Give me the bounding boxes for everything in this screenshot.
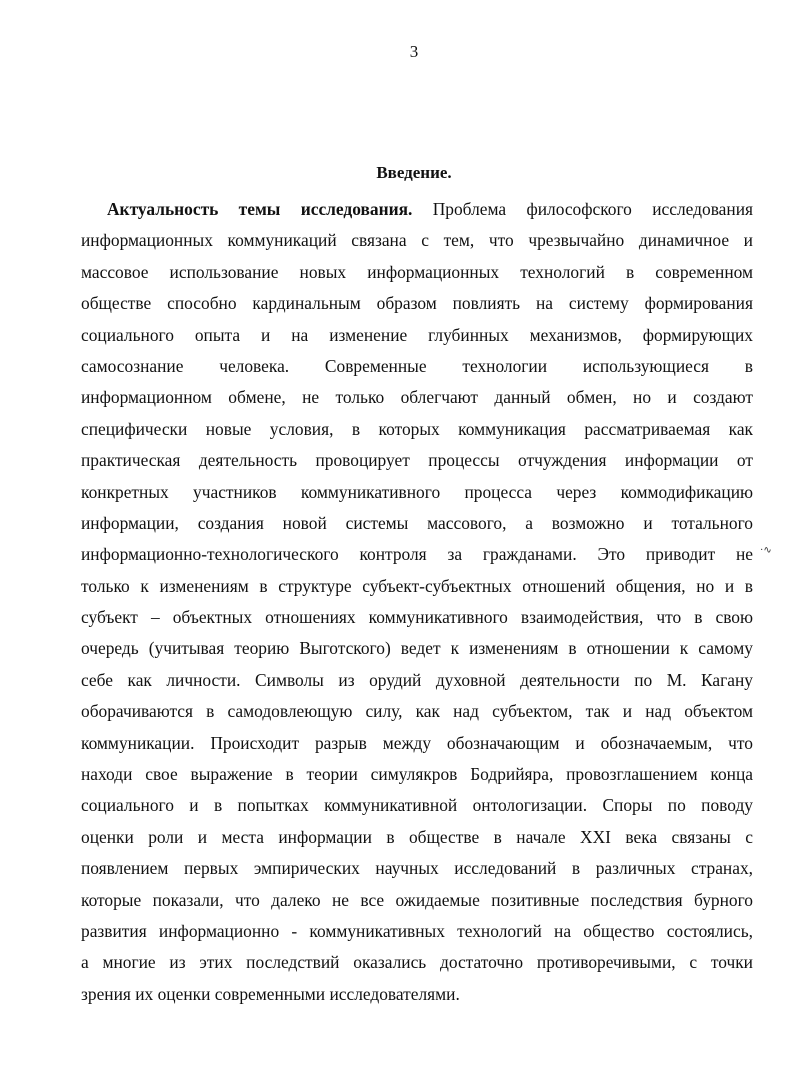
paragraph-line: информационных коммуникаций связана с тем, что чрезвычайно динамичное и (81, 230, 753, 251)
paragraph-line: информационно-технологического контроля за гражданами. Это приводит не (81, 544, 753, 565)
paragraph-line: самосознание человека. Современные технологии использующиеся в (81, 355, 753, 376)
paragraph-line: социального опыта и на изменение глубинных механизмов, формирующих (81, 324, 753, 345)
paragraph-line: субъект – объектных отношениях коммуникативного взаимодействия, что в свою (81, 607, 753, 628)
paragraph-line: информации, создания новой системы массового, а возможно и тотального (81, 512, 753, 533)
paragraph-line: коммуникации. Происходит разрыв между обозначающим и обозначаемым, что (81, 732, 753, 753)
paragraph-line: социального и в попытках коммуникативной онтологизации. Споры по поводу (81, 795, 753, 816)
paragraph-line: развития информационно - коммуникативных технологий на общество состоялись, (81, 920, 753, 941)
paragraph-line: которые показали, что далеко не все ожидаемые позитивные последствия бурного (81, 889, 753, 910)
scan-margin-mark: ·∿ (760, 545, 772, 556)
paragraph-line: находи свое выражение в теории симулякров Бодрийяра, провозглашением конца (81, 764, 753, 785)
paragraph-line: конкретных участников коммуникативного процесса через коммодификацию (81, 481, 753, 502)
paragraph-line: оборачиваются в самодовлеющую силу, как над субъектом, так и над объектом (81, 701, 753, 722)
body-paragraph (81, 194, 753, 1010)
paragraph-line (81, 194, 753, 225)
paragraph-line: а многие из этих последствий оказались достаточно противоречивыми, с точки (81, 952, 753, 973)
paragraph-lead: Актуальность темы исследования. (107, 199, 413, 219)
paragraph-line-text: Проблема философского исследования (412, 199, 754, 219)
section-heading: Введение. (376, 163, 452, 182)
paragraph-line: информационном обмене, не только облегчают данный обмен, но и создают (81, 387, 753, 408)
paragraph-line: появлением первых эмпирических научных исследований в различных странах, (81, 858, 753, 879)
paragraph-line: специфически новые условия, в которых коммуникация рассматриваемая как (81, 418, 753, 439)
paragraph-line: очередь (учитывая теорию Выготского) ведет к изменениям в отношении к самому (81, 638, 753, 659)
page-number: 3 (409, 42, 419, 61)
paragraph-line: зрения их оценки современными исследователями. (81, 983, 460, 1004)
paragraph-line: обществе способно кардинальным образом повлиять на систему формирования (81, 293, 753, 314)
paragraph-line: только к изменениям в структуре субъект-субъектных отношений общения, но и в (81, 575, 753, 596)
paragraph-line: массовое использование новых информационных технологий в современном (81, 261, 753, 282)
paragraph-line: себе как личности. Символы из орудий духовной деятельности по М. Кагану (81, 669, 753, 690)
paragraph-line: практическая деятельность провоцирует процессы отчуждения информации от (81, 450, 753, 471)
paragraph-line: оценки роли и места информации в обществе в начале XXI века связаны с (81, 826, 753, 847)
